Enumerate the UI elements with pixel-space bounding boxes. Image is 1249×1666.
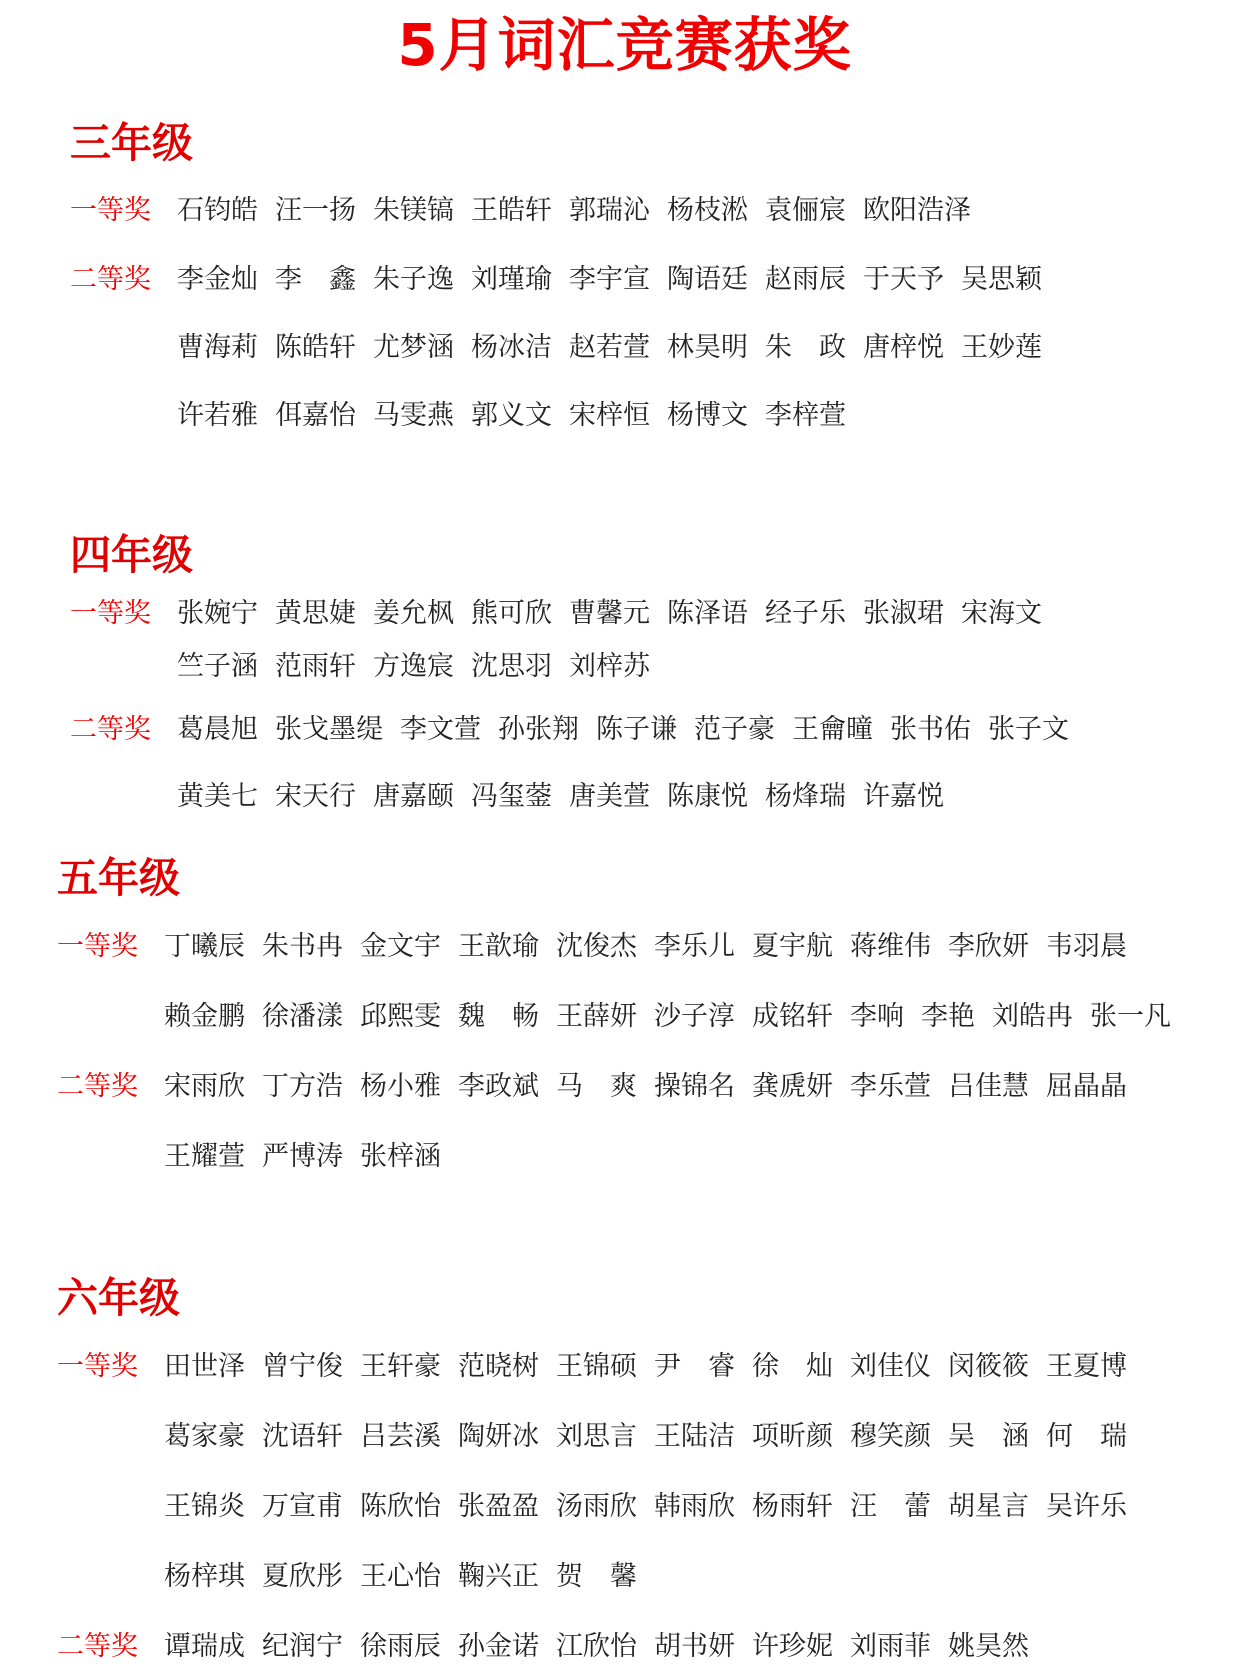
- student-name: 方逸宸: [373, 651, 454, 682]
- student-name: 沈语轩: [262, 1421, 343, 1452]
- student-name: 陈欣怡: [360, 1491, 441, 1522]
- student-name: 徐雨辰: [360, 1631, 441, 1662]
- student-name: 王陆洁: [654, 1421, 735, 1452]
- student-name: 吴许乐: [1046, 1491, 1127, 1522]
- student-name: 成铭轩: [752, 1001, 833, 1032]
- student-name: 刘佳仪: [850, 1351, 931, 1382]
- grade-heading: 六年级: [57, 1274, 180, 1322]
- student-name: 陈皓轩: [275, 332, 356, 363]
- student-name: 杨枝淞: [667, 195, 748, 226]
- student-name: 吴 涵: [948, 1421, 1029, 1452]
- name-row: [164, 1420, 1144, 1454]
- name-row: [164, 1140, 458, 1174]
- student-name: 沈思羽: [471, 651, 552, 682]
- student-name: 许珍妮: [752, 1631, 833, 1662]
- student-name: 纪润宁: [262, 1631, 343, 1662]
- name-row: [177, 597, 1059, 631]
- student-name: 陈子谦: [596, 714, 677, 745]
- student-name: 尤梦涵: [373, 332, 454, 363]
- student-name: 吕佳慧: [948, 1071, 1029, 1102]
- prize-label: 一等奖: [70, 598, 151, 629]
- student-name: 张子文: [988, 714, 1069, 745]
- name-row: [177, 263, 1059, 297]
- student-name: 姚昊然: [948, 1631, 1029, 1662]
- student-name: 夏宇航: [752, 931, 833, 962]
- student-name: 于天予: [863, 264, 944, 295]
- student-name: 李 鑫: [275, 264, 356, 295]
- student-name: 万宣甫: [262, 1491, 343, 1522]
- student-name: 张书佑: [890, 714, 971, 745]
- student-name: 吕芸溪: [360, 1421, 441, 1452]
- student-name: 操锦名: [654, 1071, 735, 1102]
- student-name: 陈泽语: [667, 598, 748, 629]
- student-name: 闵筱筱: [948, 1351, 1029, 1382]
- student-name: 熊可欣: [471, 598, 552, 629]
- student-name: 黄思婕: [275, 598, 356, 629]
- name-row: [164, 930, 1144, 964]
- student-name: 邱熙雯: [360, 1001, 441, 1032]
- student-name: 张盈盈: [458, 1491, 539, 1522]
- student-name: 刘皓冉: [992, 1001, 1073, 1032]
- student-name: 李乐儿: [654, 931, 735, 962]
- student-name: 姜允枫: [373, 598, 454, 629]
- student-name: 范子豪: [694, 714, 775, 745]
- student-name: 曹海莉: [177, 332, 258, 363]
- student-name: 李政斌: [458, 1071, 539, 1102]
- student-name: 石钧皓: [177, 195, 258, 226]
- student-name: 龚虒妍: [752, 1071, 833, 1102]
- student-name: 孙金诺: [458, 1631, 539, 1662]
- student-name: 王歆瑜: [458, 931, 539, 962]
- student-name: 丁曦辰: [164, 931, 245, 962]
- name-row: [164, 1490, 1144, 1524]
- name-row: [177, 780, 961, 814]
- prize-label: 一等奖: [57, 1351, 138, 1382]
- student-name: 杨冰洁: [471, 332, 552, 363]
- student-name: 江欣怡: [556, 1631, 637, 1662]
- prize-label: 二等奖: [57, 1631, 138, 1662]
- student-name: 杨梓琪: [164, 1561, 245, 1592]
- name-row: [164, 1000, 1188, 1034]
- student-name: 沙子淳: [654, 1001, 735, 1032]
- student-name: 韦羽晨: [1046, 931, 1127, 962]
- student-name: 汪 蕾: [850, 1491, 931, 1522]
- student-name: 宋天行: [275, 781, 356, 812]
- student-name: 宋海文: [961, 598, 1042, 629]
- student-name: 田世泽: [164, 1351, 245, 1382]
- student-name: 曾宁俊: [262, 1351, 343, 1382]
- student-name: 王锦炎: [164, 1491, 245, 1522]
- student-name: 宋梓恒: [569, 400, 650, 431]
- student-name: 陶语廷: [667, 264, 748, 295]
- student-name: 王心怡: [360, 1561, 441, 1592]
- name-row: [164, 1560, 654, 1594]
- student-name: 项昕颜: [752, 1421, 833, 1452]
- student-name: 王耀萱: [164, 1141, 245, 1172]
- student-name: 夏欣彤: [262, 1561, 343, 1592]
- student-name: 胡星言: [948, 1491, 1029, 1522]
- student-name: 汪一扬: [275, 195, 356, 226]
- student-name: 韩雨欣: [654, 1491, 735, 1522]
- student-name: 马雯燕: [373, 400, 454, 431]
- prize-label: 二等奖: [70, 264, 151, 295]
- student-name: 林昊明: [667, 332, 748, 363]
- student-name: 李艳: [921, 1001, 975, 1032]
- student-name: 李金灿: [177, 264, 258, 295]
- student-name: 经子乐: [765, 598, 846, 629]
- student-name: 杨博文: [667, 400, 748, 431]
- student-name: 王轩豪: [360, 1351, 441, 1382]
- name-row: [177, 650, 667, 684]
- student-name: 欧阳浩泽: [863, 195, 971, 226]
- grade-heading: 五年级: [57, 854, 180, 902]
- student-name: 徐潘漾: [262, 1001, 343, 1032]
- student-name: 杨烽瑞: [765, 781, 846, 812]
- student-name: 刘思言: [556, 1421, 637, 1452]
- student-name: 冯玺蓥: [471, 781, 552, 812]
- student-name: 贺 馨: [556, 1561, 637, 1592]
- student-name: 蒋维伟: [850, 931, 931, 962]
- student-name: 李文萱: [400, 714, 481, 745]
- student-name: 严博涛: [262, 1141, 343, 1172]
- name-row: [177, 194, 988, 228]
- student-name: 王夏博: [1046, 1351, 1127, 1382]
- student-name: 汤雨欣: [556, 1491, 637, 1522]
- student-name: 杨小雅: [360, 1071, 441, 1102]
- student-name: 王妙莲: [961, 332, 1042, 363]
- student-name: 刘梓苏: [569, 651, 650, 682]
- student-name: 朱镁镐: [373, 195, 454, 226]
- student-name: 胡书妍: [654, 1631, 735, 1662]
- student-name: 陈康悦: [667, 781, 748, 812]
- student-name: 唐嘉颐: [373, 781, 454, 812]
- student-name: 赖金鹏: [164, 1001, 245, 1032]
- student-name: 赵雨辰: [765, 264, 846, 295]
- student-name: 唐美萱: [569, 781, 650, 812]
- prize-label: 一等奖: [70, 195, 151, 226]
- student-name: 郭瑞沁: [569, 195, 650, 226]
- student-name: 袁俪宸: [765, 195, 846, 226]
- student-name: 孙张翔: [498, 714, 579, 745]
- student-name: 宋雨欣: [164, 1071, 245, 1102]
- student-name: 张淑珺: [863, 598, 944, 629]
- student-name: 张梓涵: [360, 1141, 441, 1172]
- prize-label: 一等奖: [57, 931, 138, 962]
- student-name: 吴思颖: [961, 264, 1042, 295]
- prize-label: 二等奖: [70, 714, 151, 745]
- student-name: 马 爽: [556, 1071, 637, 1102]
- student-name: 李宇宣: [569, 264, 650, 295]
- student-name: 谭瑞成: [164, 1631, 245, 1662]
- student-name: 王薛妍: [556, 1001, 637, 1032]
- student-name: 李乐萱: [850, 1071, 931, 1102]
- student-name: 葛家豪: [164, 1421, 245, 1452]
- student-name: 赵若萱: [569, 332, 650, 363]
- name-row: [177, 713, 1086, 747]
- student-name: 穆笑颜: [850, 1421, 931, 1452]
- grade-heading: 四年级: [70, 531, 193, 579]
- prize-label: 二等奖: [57, 1071, 138, 1102]
- student-name: 黄美七: [177, 781, 258, 812]
- student-name: 许若雅: [177, 400, 258, 431]
- student-name: 尹 睿: [654, 1351, 735, 1382]
- name-row: [177, 331, 1059, 365]
- student-name: 沈俊杰: [556, 931, 637, 962]
- name-row: [164, 1630, 1046, 1664]
- student-name: 王锦硕: [556, 1351, 637, 1382]
- page-title: 5月词汇竞赛获奖: [397, 11, 852, 79]
- student-name: 朱 政: [765, 332, 846, 363]
- student-name: 刘瑾瑜: [471, 264, 552, 295]
- student-name: 徐 灿: [752, 1351, 833, 1382]
- name-row: [164, 1350, 1144, 1384]
- student-name: 葛晨旭: [177, 714, 258, 745]
- student-name: 曹馨元: [569, 598, 650, 629]
- student-name: 屈晶晶: [1046, 1071, 1127, 1102]
- student-name: 许嘉悦: [863, 781, 944, 812]
- student-name: 竺子涵: [177, 651, 258, 682]
- student-name: 陶妍冰: [458, 1421, 539, 1452]
- student-name: 佴嘉怡: [275, 400, 356, 431]
- student-name: 范晓树: [458, 1351, 539, 1382]
- student-name: 朱子逸: [373, 264, 454, 295]
- name-row: [177, 399, 863, 433]
- student-name: 张一凡: [1090, 1001, 1171, 1032]
- student-name: 王龠曈: [792, 714, 873, 745]
- student-name: 何 瑞: [1046, 1421, 1127, 1452]
- student-name: 张戈墨缇: [275, 714, 383, 745]
- student-name: 金文宇: [360, 931, 441, 962]
- student-name: 杨雨轩: [752, 1491, 833, 1522]
- student-name: 郭义文: [471, 400, 552, 431]
- student-name: 丁方浩: [262, 1071, 343, 1102]
- name-row: [164, 1070, 1144, 1104]
- student-name: 鞠兴正: [458, 1561, 539, 1592]
- student-name: 范雨轩: [275, 651, 356, 682]
- student-name: 李欣妍: [948, 931, 1029, 962]
- student-name: 李响: [850, 1001, 904, 1032]
- student-name: 朱书冉: [262, 931, 343, 962]
- student-name: 王皓轩: [471, 195, 552, 226]
- student-name: 李梓萱: [765, 400, 846, 431]
- student-name: 张婉宁: [177, 598, 258, 629]
- student-name: 魏 畅: [458, 1001, 539, 1032]
- grade-heading: 三年级: [70, 119, 193, 167]
- student-name: 唐梓悦: [863, 332, 944, 363]
- student-name: 刘雨菲: [850, 1631, 931, 1662]
